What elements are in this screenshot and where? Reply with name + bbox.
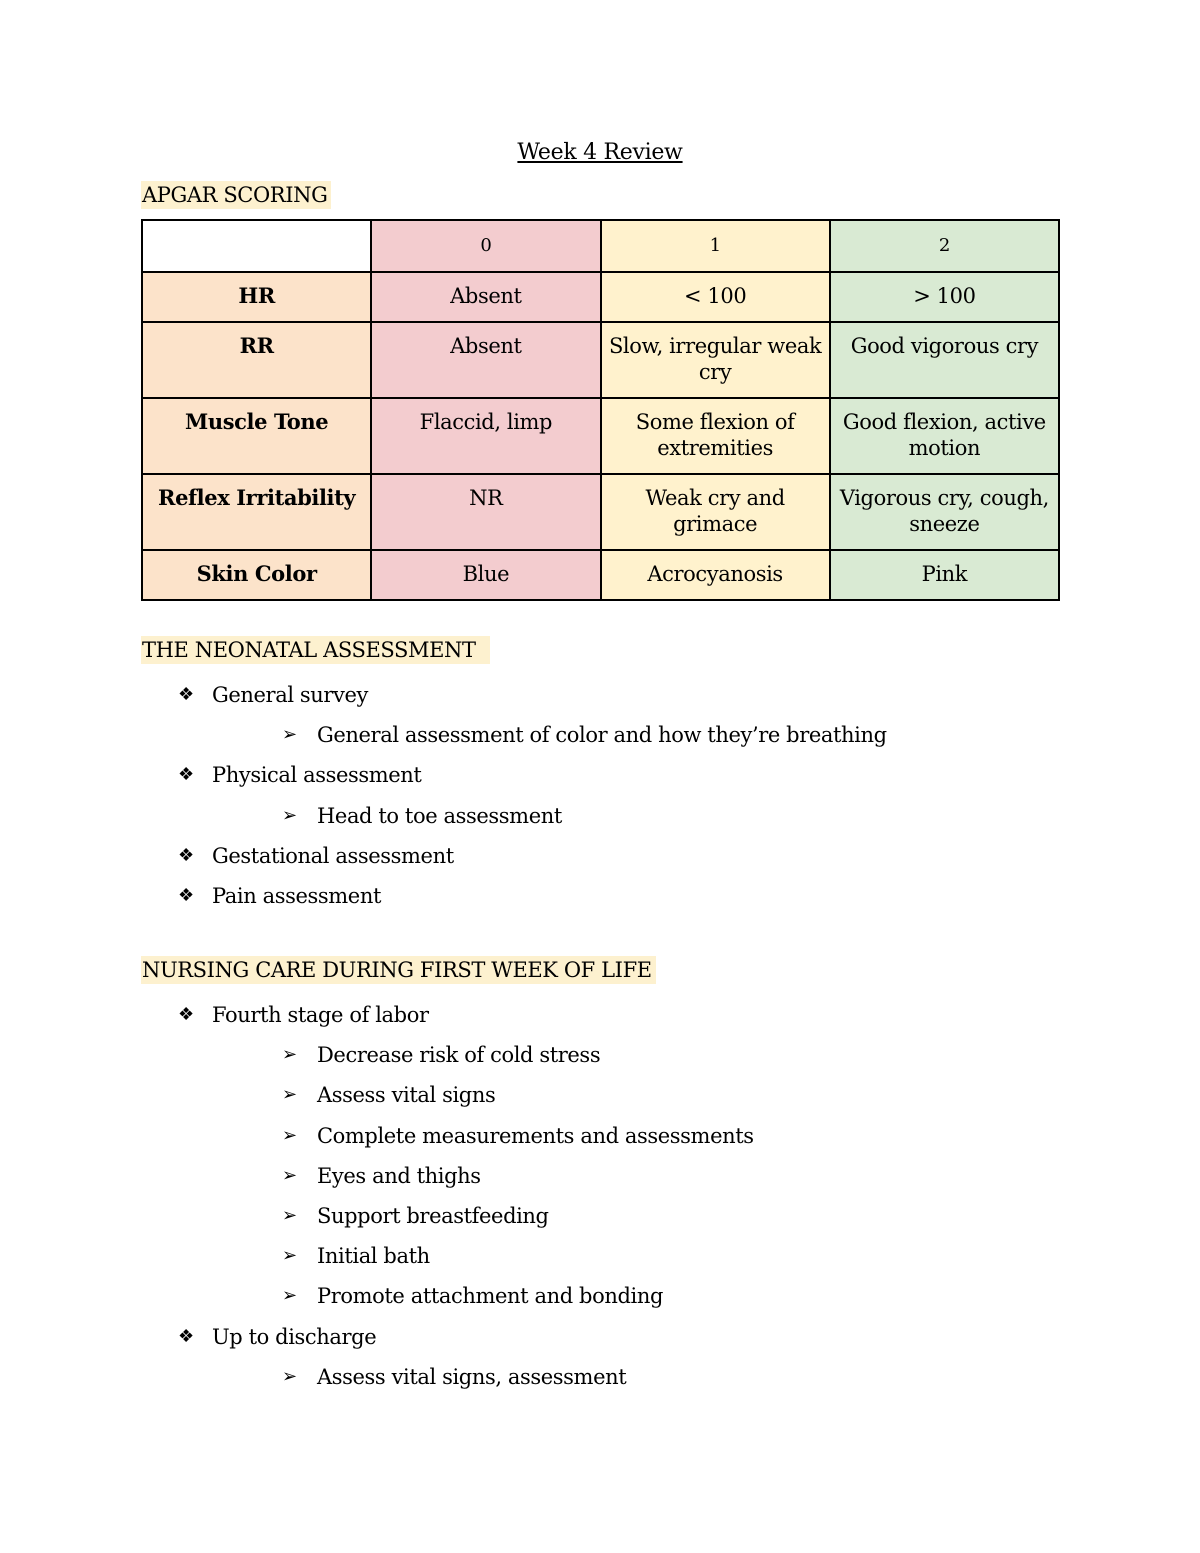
arrowhead-bullet-icon: ➢ <box>282 1164 297 1186</box>
list-item-text: Up to discharge <box>212 1324 377 1349</box>
sub-list-item <box>212 1276 1078 1316</box>
sub-list-item <box>212 1075 1078 1115</box>
table-row <box>142 398 1059 474</box>
table-cell: Absent <box>371 322 600 398</box>
table-row <box>142 474 1059 550</box>
list-item-text: Gestational assessment <box>212 843 454 868</box>
arrowhead-bullet-icon: ➢ <box>282 1245 297 1267</box>
arrowhead-bullet-icon: ➢ <box>282 1365 297 1387</box>
sub-list-item <box>212 1156 1078 1196</box>
sub-list-item-text: Assess vital signs <box>317 1083 496 1108</box>
nursing-care-list <box>178 995 1078 1397</box>
list-item <box>178 995 1078 1317</box>
neonatal-assessment-list <box>178 675 1078 916</box>
table-cell: Absent <box>371 272 600 322</box>
table-cell: Acrocyanosis <box>601 550 830 600</box>
sub-list-item <box>212 1116 1078 1156</box>
table-cell: Slow, irregular weak cry <box>601 322 830 398</box>
sub-list-item-text: Promote attachment and bonding <box>317 1284 663 1309</box>
table-row <box>142 272 1059 322</box>
table-cell: Good flexion, active motion <box>830 398 1059 474</box>
sub-list-item-text: Complete measurements and assessments <box>317 1123 754 1148</box>
sub-list-item <box>212 1196 1078 1236</box>
list-item <box>178 836 1078 876</box>
list-item <box>178 876 1078 916</box>
sub-list-item-text: Support breastfeeding <box>317 1204 549 1229</box>
table-cell: > 100 <box>830 272 1059 322</box>
page-title: Week 4 Review <box>517 140 683 165</box>
score-header-1: 1 <box>601 220 830 272</box>
arrowhead-bullet-icon: ➢ <box>282 1285 297 1307</box>
table-cell: Good vigorous cry <box>830 322 1059 398</box>
list-item <box>178 1317 1078 1397</box>
table-cell: Pink <box>830 550 1059 600</box>
arrowhead-bullet-icon: ➢ <box>282 724 297 746</box>
sub-list-item-text: Initial bath <box>317 1244 430 1269</box>
table-cell: Weak cry and grimace <box>601 474 830 550</box>
row-label-rr: RR <box>142 322 371 398</box>
table-row <box>142 550 1059 600</box>
arrowhead-bullet-icon: ➢ <box>282 804 297 826</box>
row-label-reflex-irritability: Reflex Irritability <box>142 474 371 550</box>
arrowhead-bullet-icon: ➢ <box>282 1205 297 1227</box>
table-row <box>142 322 1059 398</box>
list-item-text: Pain assessment <box>212 884 381 909</box>
sub-list-item-text: Decrease risk of cold stress <box>317 1043 601 1068</box>
list-item <box>178 755 1078 835</box>
sub-list <box>212 715 1078 755</box>
sub-list-item-text: Assess vital signs, assessment <box>317 1364 627 1389</box>
sub-list-item-text: General assessment of color and how they’re breathing <box>317 723 887 748</box>
row-label-hr: HR <box>142 272 371 322</box>
arrowhead-bullet-icon: ➢ <box>282 1124 297 1146</box>
nursing-care-heading: NURSING CARE DURING FIRST WEEK OF LIFE <box>141 956 656 984</box>
table-cell: Vigorous cry, cough, sneeze <box>830 474 1059 550</box>
sub-list-item <box>212 1035 1078 1075</box>
apgar-table <box>141 219 1060 601</box>
arrowhead-bullet-icon: ➢ <box>282 1084 297 1106</box>
score-header-2: 2 <box>830 220 1059 272</box>
sub-list <box>212 796 1078 836</box>
four-diamond-bullet-icon: ❖ <box>178 684 194 705</box>
four-diamond-bullet-icon: ❖ <box>178 844 194 866</box>
apgar-heading: APGAR SCORING <box>141 181 331 209</box>
apgar-corner-cell <box>142 220 371 272</box>
list-item <box>178 675 1078 755</box>
four-diamond-bullet-icon: ❖ <box>178 1004 194 1025</box>
list-item-text: Fourth stage of labor <box>212 1003 429 1027</box>
table-cell: < 100 <box>601 272 830 322</box>
sub-list-item <box>212 715 1078 755</box>
apgar-header-row <box>142 220 1059 272</box>
four-diamond-bullet-icon: ❖ <box>178 885 194 907</box>
sub-list-item-text: Head to toe assessment <box>317 803 562 828</box>
sub-list-item <box>212 796 1078 836</box>
score-header-0: 0 <box>371 220 600 272</box>
neonatal-assessment-heading: THE NEONATAL ASSESSMENT <box>141 636 490 664</box>
table-cell: Blue <box>371 550 600 600</box>
list-item-text: Physical assessment <box>212 763 422 788</box>
table-cell: Some flexion of extremities <box>601 398 830 474</box>
sub-list <box>212 1357 1078 1397</box>
table-cell: NR <box>371 474 600 550</box>
row-label-muscle-tone: Muscle Tone <box>142 398 371 474</box>
sub-list-item <box>212 1357 1078 1397</box>
sub-list-item <box>212 1236 1078 1276</box>
sub-list-item-text: Eyes and thighs <box>317 1163 481 1188</box>
list-item-text: General survey <box>212 683 369 707</box>
sub-list <box>212 1035 1078 1316</box>
arrowhead-bullet-icon: ➢ <box>282 1044 297 1066</box>
four-diamond-bullet-icon: ❖ <box>178 1325 194 1347</box>
row-label-skin-color: Skin Color <box>142 550 371 600</box>
four-diamond-bullet-icon: ❖ <box>178 764 194 786</box>
table-cell: Flaccid, limp <box>371 398 600 474</box>
